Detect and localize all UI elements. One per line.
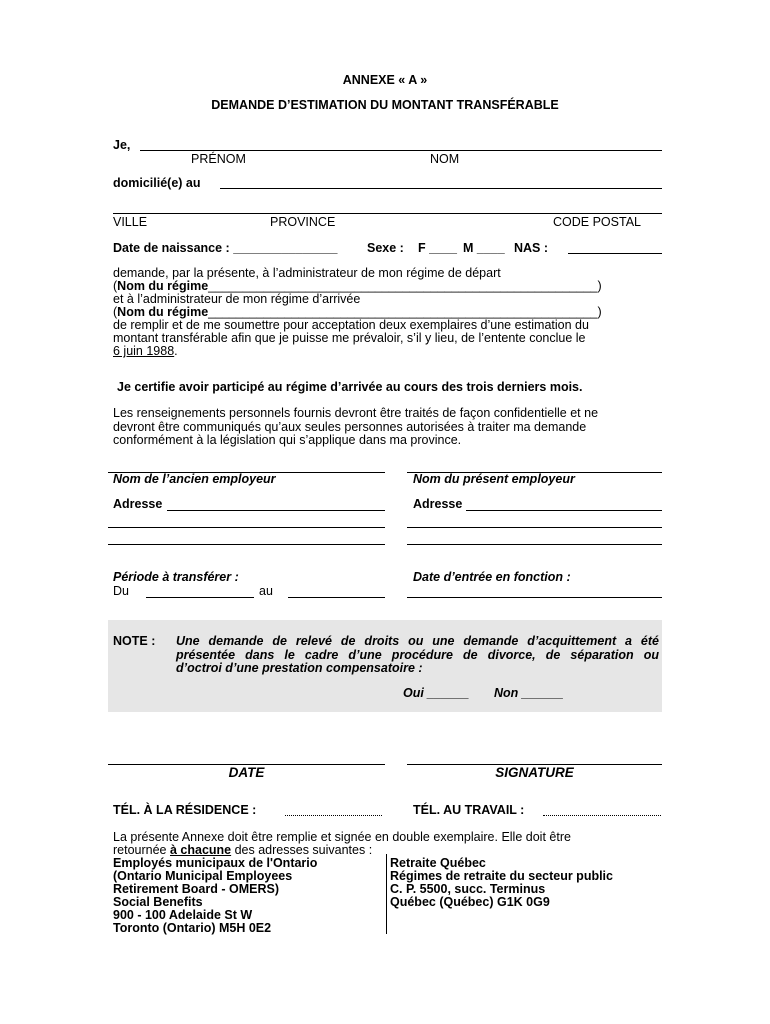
- present-address-line-3[interactable]: [407, 544, 662, 545]
- privacy-line-3: conformément à la législation qui s’applique dans ma province.: [113, 433, 462, 447]
- address-divider: [386, 854, 387, 934]
- form-title: DEMANDE D’ESTIMATION DU MONTANT TRANSFÉRABLE: [211, 98, 559, 112]
- nas-field[interactable]: [568, 253, 662, 254]
- rq-line-1: Retraite Québec: [390, 856, 486, 870]
- agreement-date: 6 juin 1988: [113, 344, 175, 358]
- province-label: PROVINCE: [270, 215, 336, 229]
- tel-work-field[interactable]: [543, 815, 661, 816]
- tel-home-field[interactable]: [285, 815, 382, 816]
- rq-line-2: Régimes de retraite du secteur public: [390, 869, 613, 883]
- tel-home-label: TÉL. À LA RÉSIDENCE :: [113, 803, 257, 817]
- prenom-label: PRÉNOM: [191, 152, 246, 166]
- rq-line-3: C. P. 5500, succ. Terminus: [390, 882, 546, 896]
- city-field[interactable]: [113, 213, 662, 214]
- omers-line-1: Employés municipaux de l'Ontario: [113, 856, 318, 870]
- footer-intro-post: des adresses suivantes :: [231, 843, 373, 857]
- omers-line-3: Retirement Board - OMERS): [113, 882, 279, 896]
- address-left-label: Adresse: [113, 497, 163, 511]
- omers-line-4: Social Benefits: [113, 895, 203, 909]
- rq-line-4: Québec (Québec) G1K 0G9: [390, 895, 550, 909]
- sex-m-option[interactable]: M ____: [463, 241, 505, 255]
- date-label: DATE: [228, 765, 265, 780]
- former-address-line-2[interactable]: [108, 527, 385, 528]
- open-paren: (: [113, 305, 118, 319]
- regime-depart-row: [113, 279, 602, 293]
- note-label: NOTE :: [113, 634, 156, 648]
- oui-option[interactable]: Oui ______: [403, 686, 470, 700]
- privacy-line-2: devront être communiqués qu’aux seules personnes autorisées à traiter ma demande: [113, 420, 587, 434]
- period: .: [174, 344, 178, 358]
- regime-arrivee-row: [113, 305, 602, 319]
- former-employer-label: Nom de l’ancien employeur: [113, 472, 276, 486]
- regime-depart-field[interactable]: ________________________________________________________): [208, 279, 602, 293]
- annex-title: ANNEXE « A »: [342, 73, 428, 87]
- sex-f-option[interactable]: F ____: [418, 241, 457, 255]
- address-right-label: Adresse: [413, 497, 463, 511]
- privacy-line-1: Les renseignements personnels fournis devront être traités de façon confidentielle et ne: [113, 406, 599, 420]
- domicile-label: domicilié(e) au: [113, 176, 201, 190]
- footer-intro-emph: à chacune: [169, 843, 232, 857]
- former-address-line-3[interactable]: [108, 544, 385, 545]
- au-label: au: [259, 584, 273, 598]
- former-address-line-1[interactable]: [167, 510, 385, 511]
- nas-label: NAS :: [514, 241, 549, 255]
- present-address-line-2[interactable]: [407, 527, 662, 528]
- period-to-field[interactable]: [288, 597, 385, 598]
- ville-label: VILLE: [113, 215, 148, 229]
- present-employer-label: Nom du présent employeur: [413, 472, 575, 486]
- request-line-5: de remplir et de me soumettre pour acceptation deux exemplaires d’une estimation du: [113, 318, 589, 332]
- omers-line-5: 900 - 100 Adelaide St W: [113, 908, 253, 922]
- request-line-7: [113, 344, 178, 358]
- signature-label: SIGNATURE: [495, 765, 574, 780]
- period-label: Période à transférer :: [113, 570, 239, 584]
- code-postal-label: CODE POSTAL: [553, 215, 641, 229]
- regime-depart-label: Nom du régime: [117, 279, 209, 293]
- footer-intro-pre: retournée: [113, 843, 170, 857]
- nom-label: NOM: [430, 152, 460, 166]
- tel-work-label: TÉL. AU TRAVAIL :: [413, 803, 525, 817]
- note-line-1: Une demande de relevé de droits ou une demande d’acquittement a été: [176, 634, 659, 648]
- start-date-field[interactable]: [407, 597, 662, 598]
- start-date-label: Date d’entrée en fonction :: [413, 570, 571, 584]
- omers-line-2: (Ontario Municipal Employees: [113, 869, 293, 883]
- du-label: Du: [113, 584, 129, 598]
- sexe-label: Sexe :: [367, 241, 404, 255]
- certification-statement: Je certifie avoir participé au régime d’arrivée au cours des trois derniers mois.: [117, 380, 583, 394]
- note-line-2: présentée dans le cadre d’une procédure de divorce, de séparation ou: [176, 648, 659, 662]
- name-field[interactable]: [140, 150, 662, 151]
- address-field[interactable]: [220, 188, 662, 189]
- request-line-1: demande, par la présente, à l’administrateur de mon régime de départ: [113, 266, 501, 280]
- open-paren: (: [113, 279, 118, 293]
- omers-line-6: Toronto (Ontario) M5H 0E2: [113, 921, 272, 935]
- regime-arrivee-label: Nom du régime: [117, 305, 209, 319]
- birth-date-field[interactable]: Date de naissance : _______________: [113, 241, 338, 255]
- regime-arrivee-field[interactable]: ________________________________________________________): [208, 305, 602, 319]
- present-address-line-1[interactable]: [466, 510, 662, 511]
- je-label: Je,: [113, 138, 131, 152]
- period-from-field[interactable]: [146, 597, 254, 598]
- footer-intro-1: La présente Annexe doit être remplie et signée en double exemplaire. Elle doit être: [113, 830, 571, 844]
- note-line-3: d’octroi d’une prestation compensatoire :: [176, 661, 423, 675]
- footer-intro-2: [113, 843, 372, 857]
- non-option[interactable]: Non ______: [494, 686, 564, 700]
- request-line-3: et à l’administrateur de mon régime d’arrivée: [113, 292, 361, 306]
- request-line-6: montant transférable afin que je puisse me prévaloir, s’il y lieu, de l’entente conclue le: [113, 331, 586, 345]
